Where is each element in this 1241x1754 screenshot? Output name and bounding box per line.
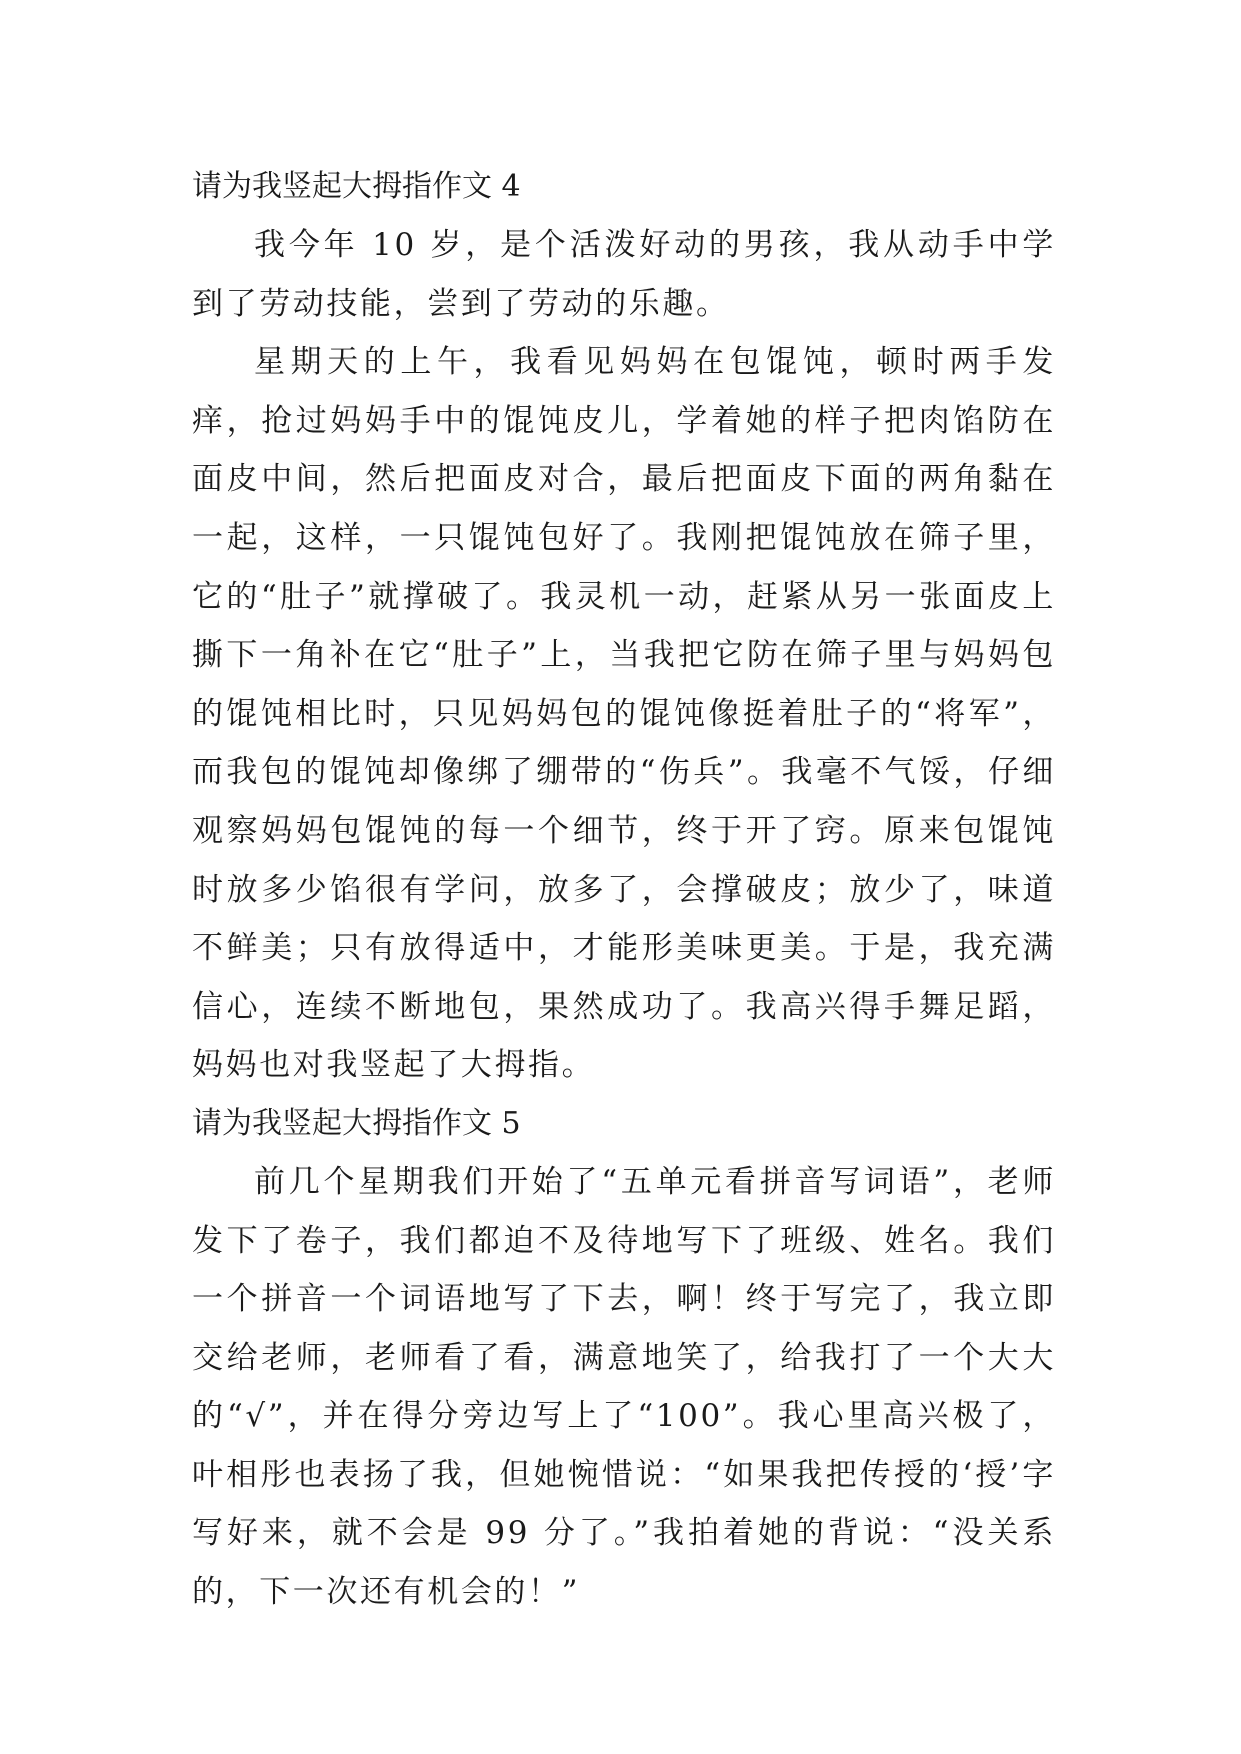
- section-title: 请为我竖起大拇指作文 4: [192, 169, 521, 204]
- document-page: [192, 158, 1056, 1622]
- paragraph: 前几个星期我们开始了“五单元看拼音写词语”，老师发下了卷子，我们都迫不及待地写下了班级、姓名。我们一个拼音一个词语地写了下去，啊！终于写完了，我立即交给老师，老师看了看，满意地笑了，给我打了一个大大的“√”，并在得分旁边写上了“100”。我心里高兴极了，叶相彤也表扬了我，但她惋惜说：“如果我把传授的‘授’字写好来，就不会是 99 分了。”我拍着她的背说：“没关系的，下一次还有机会的！”: [192, 1163, 1056, 1611]
- paragraph: 星期天的上午，我看见妈妈在包馄饨，顿时两手发痒，抢过妈妈手中的馄饨皮儿，学着她的样子把肉馅防在面皮中间，然后把面皮对合，最后把面皮下面的两角黏在一起，这样，一只馄饨包好了。我刚把馄饨放在筛子里，它的“肚子”就撑破了。我灵机一动，赶紧从另一张面皮上撕下一角补在它“肚子”上，当我把它防在筛子里与妈妈包的馄饨相比时，只见妈妈包的馄饨像挺着肚子的“将军”，而我包的馄饨却像绑了绷带的“伤兵”。我毫不气馁，仔细观察妈妈包馄饨的每一个细节，终于开了窍。原来包馄饨时放多少馅很有学问，放多了，会撑破皮；放少了，味道不鲜美；只有放得适中，才能形美味更美。于是，我充满信心，连续不断地包，果然成功了。我高兴得手舞足蹈，妈妈也对我竖起了大拇指。: [192, 344, 1056, 1084]
- essay-section-4: [192, 158, 1056, 1095]
- section-title: 请为我竖起大拇指作文 5: [192, 1105, 521, 1141]
- paragraph: 我今年 10 岁，是个活泼好动的男孩，我从动手中学到了劳动技能，尝到了劳动的乐趣。: [192, 227, 1056, 322]
- essay-section-5: [192, 1095, 1056, 1622]
